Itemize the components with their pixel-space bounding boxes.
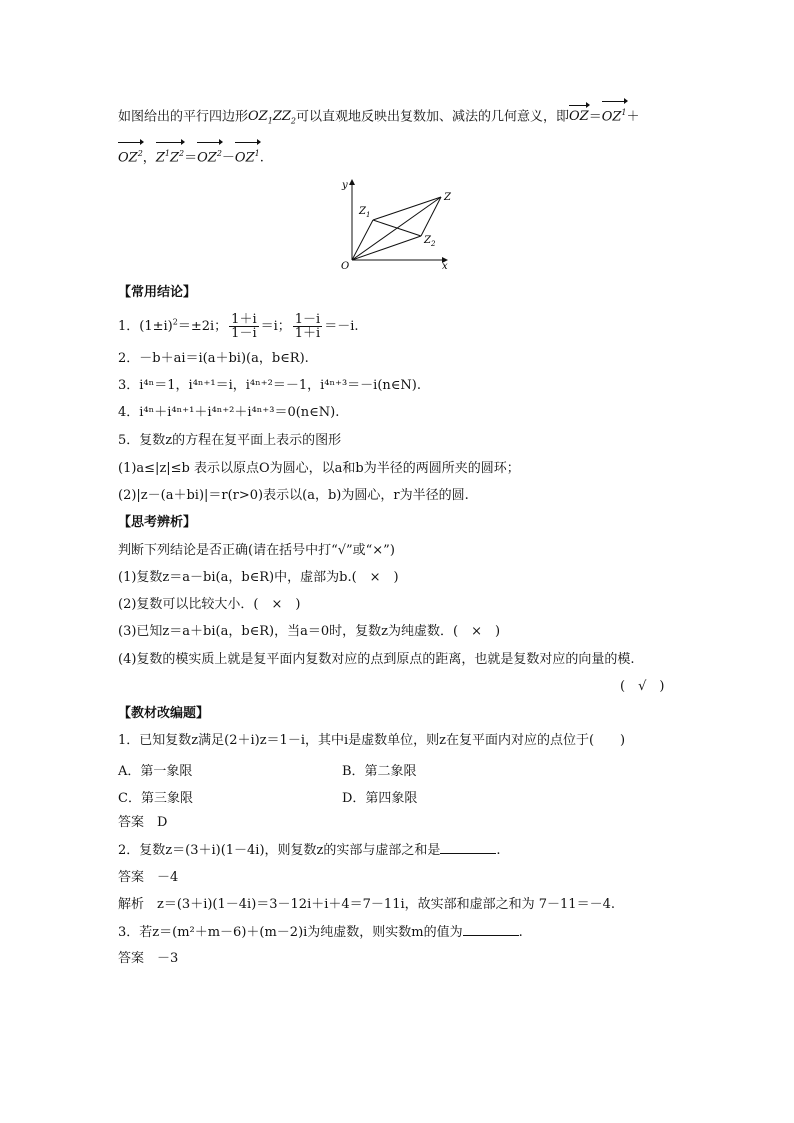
conclusion-item-5-1: (1)a≤|z|≤b 表示以原点O为圆心，以a和b为半径的两圆所夹的圆环；: [118, 461, 520, 476]
conclusion-item-3: 3．i⁴ⁿ＝1，i⁴ⁿ⁺¹＝i，i⁴ⁿ⁺²＝－1，i⁴ⁿ⁺³＝－i(n∈N).: [118, 378, 421, 393]
vector-oz: OZ: [569, 109, 589, 125]
conclusion-item-4: 4．i⁴ⁿ＋i⁴ⁿ⁺¹＋i⁴ⁿ⁺²＋i⁴ⁿ⁺³＝0(n∈N).: [118, 405, 340, 420]
conclusion-item-1: [118, 313, 359, 340]
problem-1-option-c: C．第三象限: [118, 791, 193, 806]
fraction-1: $\frac{1+i}{1-i}$: [231, 312, 257, 341]
vector-oz1: $OZ^1$: [602, 104, 627, 126]
label-y: y: [342, 180, 348, 191]
conclusion-item-2: 2．－b＋ai＝i(a＋bi)(a，b∈R).: [118, 351, 309, 366]
item1-text: ＝i；: [260, 319, 291, 334]
label-z2: $Z_2$: [424, 235, 436, 248]
intro-line-1: [118, 104, 640, 131]
problem-2-text: 2．复数z＝(3＋i)(1－4i)，则复数z的实部与虚部之和是: [118, 843, 441, 858]
conclusion-item-5-2: (2)|z－(a＋bi)|＝r(r>0)表示以(a，b)为圆心，r为半径的圆.: [118, 488, 469, 503]
answer-blank: [440, 841, 496, 854]
plus-sign: ＋: [626, 109, 640, 125]
problem-3: [118, 923, 523, 942]
problem-2-answer: 答案 －4: [118, 870, 179, 885]
intro-text: 如图给出的平行四边形: [118, 109, 249, 125]
item1-text: ＝－i.: [324, 319, 359, 334]
vector-oz1: $OZ^1$: [235, 145, 260, 167]
answer-blank: [463, 923, 519, 936]
problem-1-option-a: A．第一象限: [118, 764, 193, 779]
judge-question-1: (1)复数z＝a－bi(a，b∈R)中，虚部为b.( × ): [118, 570, 399, 585]
judge-question-2: (2)复数可以比较大小．( × ): [118, 597, 301, 612]
problem-1: 1．已知复数z满足(2＋i)z＝1－i，其中i是虚数单位，则z在复平面内对应的点位于( ): [118, 733, 626, 748]
problem-1-answer: 答案 D: [118, 815, 168, 830]
section-title-textbook: 【教材改编题】: [118, 706, 210, 721]
period: .: [496, 843, 501, 858]
label-z1: $Z_1$: [359, 206, 371, 219]
intro-line-2: [118, 145, 264, 167]
problem-3-text: 3．若z＝(m²＋m－6)＋(m－2)i为纯虚数，则实数m的值为: [118, 925, 463, 940]
judge-question-4-answer: ( √ ): [620, 679, 665, 694]
period: .: [518, 925, 523, 940]
section-title-thinking: 【思考辨析】: [118, 515, 197, 530]
label-x: x: [442, 261, 448, 270]
section-title-common-conclusions: 【常用结论】: [118, 285, 197, 300]
problem-2: [118, 841, 501, 860]
problem-3-answer: 答案 －3: [118, 951, 179, 966]
problem-2-solution: 解析 z＝(3＋i)(1－4i)＝3－12i＋i＋4＝7－11i，故实部和虚部之和为 7－11＝－4.: [118, 897, 615, 912]
item1-text: 1．(1±i): [118, 319, 173, 334]
item1-exponent: 2: [172, 317, 178, 327]
judge-question-4: (4)复数的模实质上就是复平面内复数对应的点到原点的距离，也就是复数对应的向量的模.: [118, 652, 635, 667]
judge-prompt: 判断下列结论是否正确(请在括号中打“√”或“×”): [118, 543, 395, 558]
problem-1-option-d: D．第四象限: [342, 791, 418, 806]
vector-oz2: $OZ^2$: [197, 145, 222, 167]
label-z: Z: [444, 192, 451, 203]
equals-sign: ＝: [184, 150, 198, 166]
parallelogram-name: $OZ_1ZZ_2$: [248, 109, 296, 126]
diagonal-z1-z2: [373, 220, 421, 236]
label-o: O: [341, 261, 350, 270]
item1-text: ＝±2i；: [177, 319, 228, 334]
minus-sign: －: [221, 150, 235, 166]
comma: ，: [142, 150, 156, 166]
equals-sign: ＝: [588, 109, 602, 125]
intro-text: 可以直观地反映出复数加、减法的几何意义，即: [295, 109, 569, 125]
period: .: [259, 150, 264, 166]
parallelogram-figure: [335, 174, 465, 270]
problem-1-option-b: B．第二象限: [342, 764, 417, 779]
vector-oz2: $OZ^2$: [118, 145, 143, 167]
fraction-2: $\frac{1-i}{1+i}$: [294, 312, 321, 341]
vector-z1z2: $Z^1Z^2$: [156, 145, 184, 167]
conclusion-item-5: 5．复数z的方程在复平面上表示的图形: [118, 433, 342, 448]
judge-question-3: (3)已知z＝a＋bi(a，b∈R)，当a＝0时，复数z为纯虚数．( × ): [118, 624, 501, 639]
